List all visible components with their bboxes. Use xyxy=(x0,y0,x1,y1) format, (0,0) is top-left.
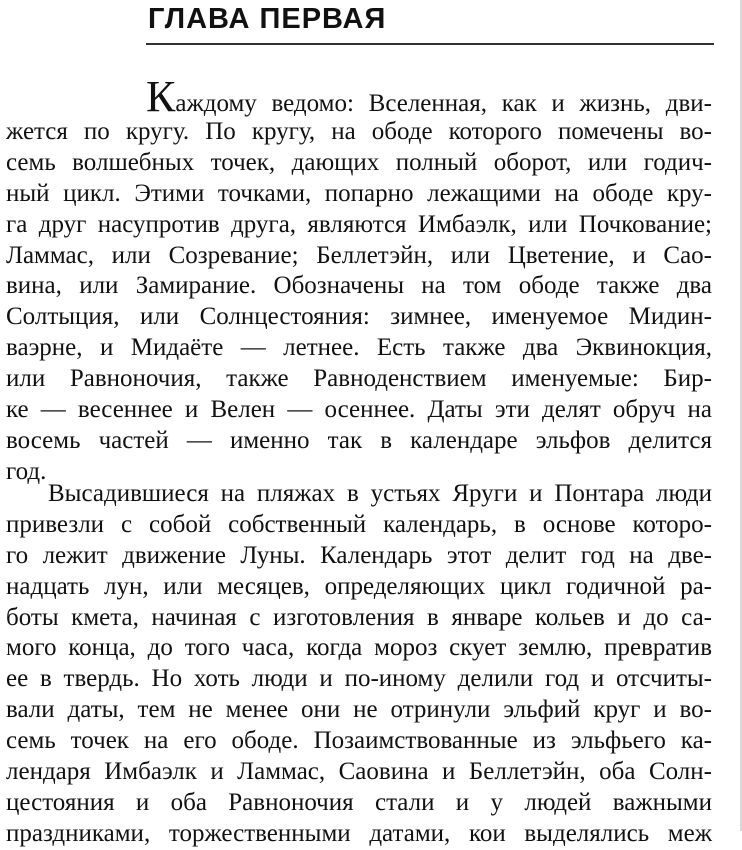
paragraph-line xyxy=(6,72,712,121)
paragraph-line: ке — весеннее и Велен — осеннее. Даты эти делят обруч на xyxy=(6,396,712,424)
paragraph-line: вина, или Замирание. Обозначены на том ободе также два xyxy=(6,272,712,300)
paragraph-line: вали даты, тем не менее они не отринули эльфий круг и во- xyxy=(6,696,712,724)
paragraph-line: мого конца, до того часа, когда мороз скует землю, превратив xyxy=(6,634,712,662)
paragraph-line: боты кмета, начиная с изготовления в январе кольев и до са- xyxy=(6,603,712,631)
paragraph-line: Высадившиеся на пляжах в устьях Яруги и Понтара люди xyxy=(48,480,712,507)
paragraph-line: семь волшебных точек, дающих полный оборот, или годич- xyxy=(6,148,712,176)
chapter-title: ГЛАВА ПЕРВАЯ xyxy=(148,3,387,35)
paragraph-1 xyxy=(6,72,712,488)
paragraph-line: Ламмас, или Созревание; Беллетэйн, или Цветение, и Сао- xyxy=(6,241,712,269)
paragraph-line: цестояния и оба Равноночия стали и у людей важными xyxy=(6,788,712,816)
paragraph-line: га друг насупротив друга, являются Имбаэлк, или Почкование; xyxy=(6,210,712,238)
paragraph-line: или Равноночия, также Равноденствием именуемые: Бир- xyxy=(6,365,712,393)
title-rule xyxy=(146,43,714,45)
paragraph-line: надцать лун, или месяцев, определяющих цикл годичной ра- xyxy=(6,572,712,600)
paragraph-line: восемь частей — именно так в календаре эльфов делится xyxy=(6,426,712,454)
first-line-text: аждому ведомо: Вселенная, как и жизнь, дви- xyxy=(175,90,712,117)
paragraph-line: семь точек на его ободе. Позаимствованные из эльфьего ка- xyxy=(6,727,712,755)
paragraph-line: праздниками, торжественными датами, кои выделялись меж xyxy=(6,819,712,847)
paragraph-line: жется по кругу. По кругу, на ободе которого помечены во- xyxy=(6,118,712,145)
paragraph-line: год. xyxy=(6,457,47,485)
paragraph-line: ее в твердь. Но хоть люди и по-иному делили год и отсчиты- xyxy=(6,665,712,693)
paragraph-line: ваэрне, и Мидаёте — летнее. Есть также два Эквинокция, xyxy=(6,334,712,362)
drop-cap: К xyxy=(146,72,176,121)
paragraph-line: го лежит движение Луны. Календарь этот делит год на две- xyxy=(6,541,712,569)
paragraph-2 xyxy=(6,479,712,850)
paragraph-line: лендаря Имбаэлк и Ламмас, Саовина и Беллетэйн, оба Солн- xyxy=(6,758,712,786)
paragraph-line: ный цикл. Этими точками, попарно лежащими на ободе кру- xyxy=(6,179,712,207)
paragraph-line: привезли с собой собственный календарь, в основе которо- xyxy=(6,510,712,538)
paragraph-line: Солтыция, или Солнцестояния: зимнее, именуемое Мидин- xyxy=(6,303,712,331)
